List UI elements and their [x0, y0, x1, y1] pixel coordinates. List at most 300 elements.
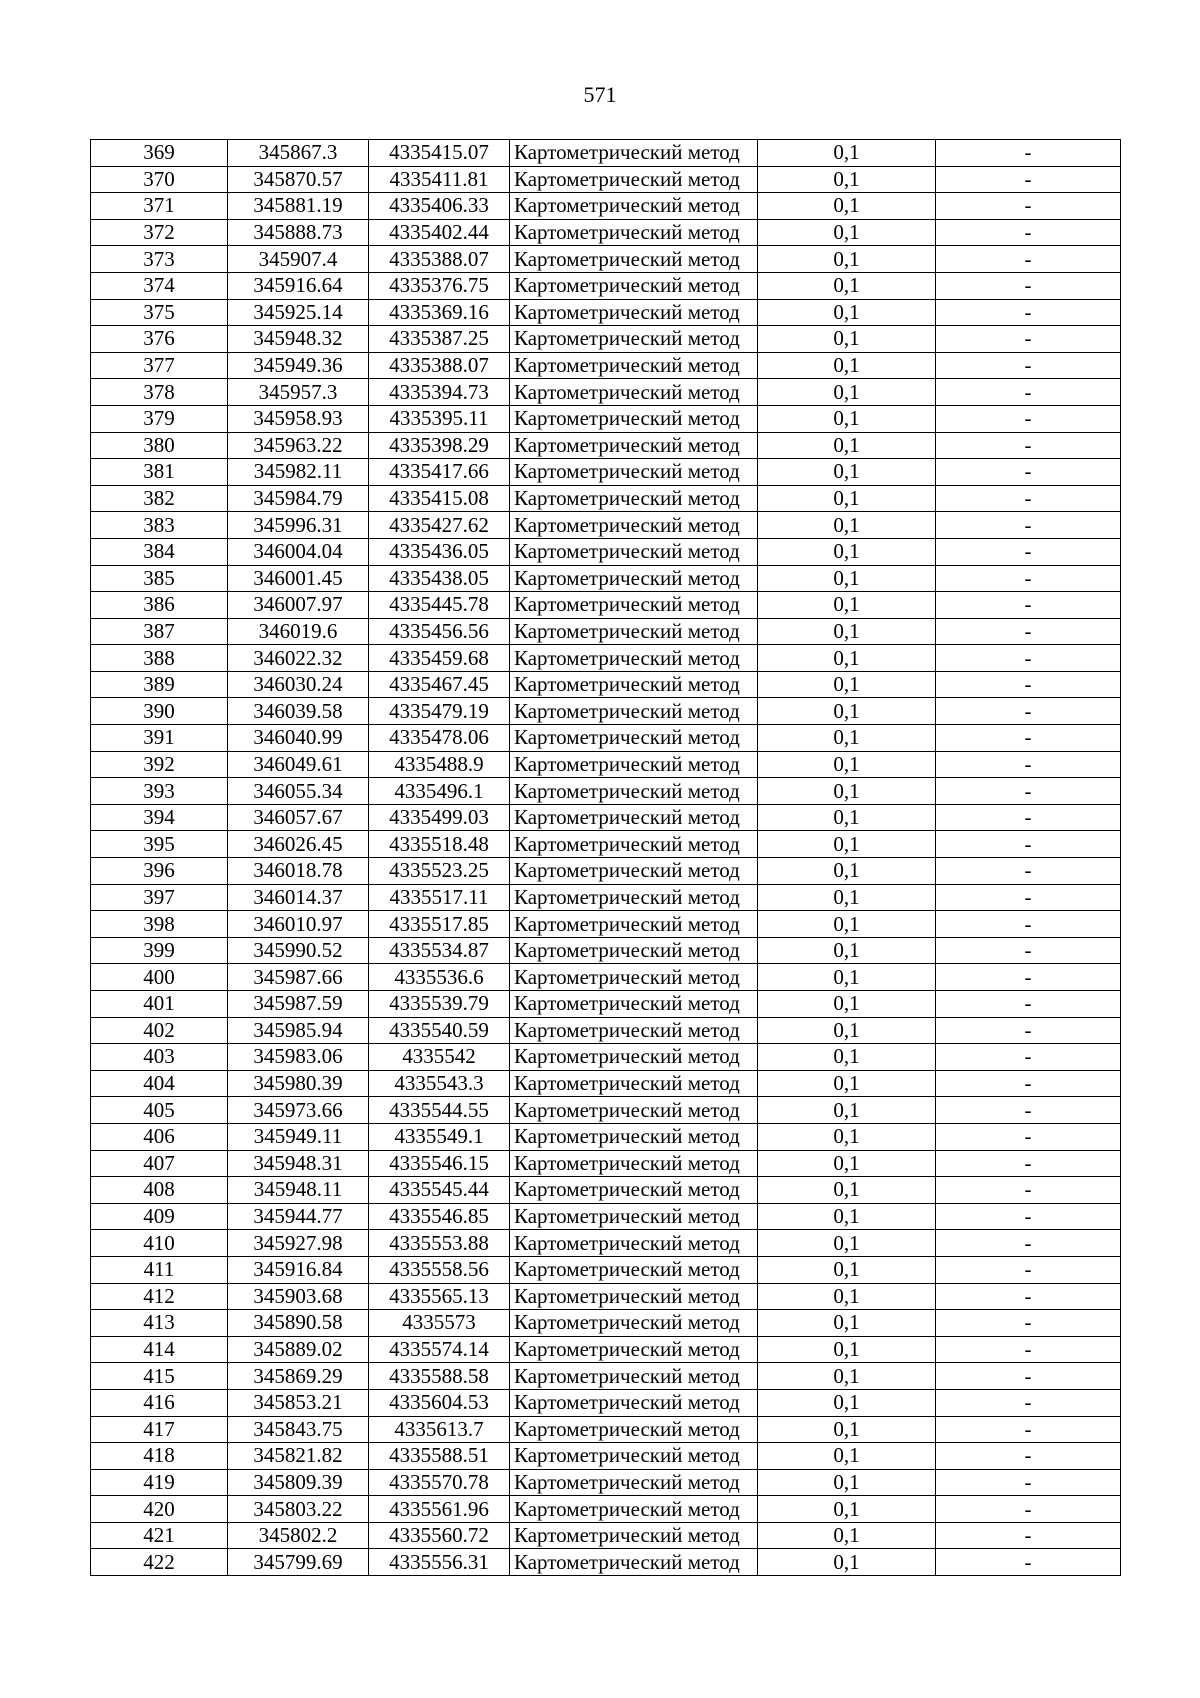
y-coordinate-cell: 4335415.07 [369, 140, 510, 167]
accuracy-cell: 0,1 [758, 1310, 936, 1337]
note-cell: - [936, 671, 1121, 698]
table-row [91, 1230, 1121, 1257]
x-coordinate-cell: 346001.45 [228, 565, 369, 592]
note-cell: - [936, 911, 1121, 938]
table-row [91, 831, 1121, 858]
point-number-cell: 409 [91, 1203, 228, 1230]
note-cell: - [936, 1389, 1121, 1416]
accuracy-cell: 0,1 [758, 1230, 936, 1257]
table-row [91, 1336, 1121, 1363]
method-cell: Картометрический метод [510, 512, 758, 539]
accuracy-cell: 0,1 [758, 432, 936, 459]
accuracy-cell: 0,1 [758, 1256, 936, 1283]
y-coordinate-cell: 4335417.66 [369, 459, 510, 486]
point-number-cell: 379 [91, 405, 228, 432]
x-coordinate-cell: 345958.93 [228, 405, 369, 432]
y-coordinate-cell: 4335398.29 [369, 432, 510, 459]
accuracy-cell: 0,1 [758, 592, 936, 619]
y-coordinate-cell: 4335523.25 [369, 858, 510, 885]
accuracy-cell: 0,1 [758, 272, 936, 299]
x-coordinate-cell: 345889.02 [228, 1336, 369, 1363]
y-coordinate-cell: 4335518.48 [369, 831, 510, 858]
point-number-cell: 377 [91, 352, 228, 379]
table-row [91, 432, 1121, 459]
method-cell: Картометрический метод [510, 1256, 758, 1283]
note-cell: - [936, 778, 1121, 805]
accuracy-cell: 0,1 [758, 698, 936, 725]
x-coordinate-cell: 345888.73 [228, 219, 369, 246]
y-coordinate-cell: 4335445.78 [369, 592, 510, 619]
table-row [91, 565, 1121, 592]
note-cell: - [936, 1256, 1121, 1283]
y-coordinate-cell: 4335394.73 [369, 379, 510, 406]
method-cell: Картометрический метод [510, 459, 758, 486]
y-coordinate-cell: 4335427.62 [369, 512, 510, 539]
x-coordinate-cell: 345980.39 [228, 1070, 369, 1097]
note-cell: - [936, 592, 1121, 619]
note-cell: - [936, 219, 1121, 246]
point-number-cell: 369 [91, 140, 228, 167]
method-cell: Картометрический метод [510, 140, 758, 167]
method-cell: Картометрический метод [510, 219, 758, 246]
method-cell: Картометрический метод [510, 1283, 758, 1310]
method-cell: Картометрический метод [510, 778, 758, 805]
point-number-cell: 382 [91, 485, 228, 512]
y-coordinate-cell: 4335613.7 [369, 1416, 510, 1443]
method-cell: Картометрический метод [510, 937, 758, 964]
x-coordinate-cell: 345983.06 [228, 1044, 369, 1071]
accuracy-cell: 0,1 [758, 379, 936, 406]
note-cell: - [936, 1549, 1121, 1576]
y-coordinate-cell: 4335388.07 [369, 352, 510, 379]
accuracy-cell: 0,1 [758, 1389, 936, 1416]
method-cell: Картометрический метод [510, 1443, 758, 1470]
x-coordinate-cell: 345907.4 [228, 246, 369, 273]
accuracy-cell: 0,1 [758, 326, 936, 353]
table-row [91, 751, 1121, 778]
point-number-cell: 405 [91, 1097, 228, 1124]
point-number-cell: 413 [91, 1310, 228, 1337]
method-cell: Картометрический метод [510, 964, 758, 991]
table-row [91, 1150, 1121, 1177]
x-coordinate-cell: 346004.04 [228, 538, 369, 565]
x-coordinate-cell: 346014.37 [228, 884, 369, 911]
x-coordinate-cell: 346057.67 [228, 804, 369, 831]
method-cell: Картометрический метод [510, 1070, 758, 1097]
table-row [91, 219, 1121, 246]
table-row [91, 1549, 1121, 1576]
note-cell: - [936, 1097, 1121, 1124]
y-coordinate-cell: 4335488.9 [369, 751, 510, 778]
accuracy-cell: 0,1 [758, 1469, 936, 1496]
table-row [91, 1469, 1121, 1496]
method-cell: Картометрический метод [510, 538, 758, 565]
y-coordinate-cell: 4335546.15 [369, 1150, 510, 1177]
x-coordinate-cell: 345949.11 [228, 1123, 369, 1150]
table-row [91, 1496, 1121, 1523]
table-row [91, 884, 1121, 911]
method-cell: Картометрический метод [510, 1177, 758, 1204]
accuracy-cell: 0,1 [758, 219, 936, 246]
point-number-cell: 380 [91, 432, 228, 459]
y-coordinate-cell: 4335395.11 [369, 405, 510, 432]
x-coordinate-cell: 345982.11 [228, 459, 369, 486]
x-coordinate-cell: 346018.78 [228, 858, 369, 885]
point-number-cell: 422 [91, 1549, 228, 1576]
method-cell: Картометрический метод [510, 911, 758, 938]
note-cell: - [936, 698, 1121, 725]
method-cell: Картометрический метод [510, 379, 758, 406]
table-row [91, 1097, 1121, 1124]
note-cell: - [936, 565, 1121, 592]
point-number-cell: 406 [91, 1123, 228, 1150]
note-cell: - [936, 405, 1121, 432]
point-number-cell: 395 [91, 831, 228, 858]
x-coordinate-cell: 346039.58 [228, 698, 369, 725]
point-number-cell: 394 [91, 804, 228, 831]
point-number-cell: 415 [91, 1363, 228, 1390]
accuracy-cell: 0,1 [758, 1070, 936, 1097]
note-cell: - [936, 1017, 1121, 1044]
table-row [91, 1203, 1121, 1230]
method-cell: Картометрический метод [510, 352, 758, 379]
point-number-cell: 411 [91, 1256, 228, 1283]
table-row [91, 1044, 1121, 1071]
table-row [91, 671, 1121, 698]
x-coordinate-cell: 345990.52 [228, 937, 369, 964]
note-cell: - [936, 379, 1121, 406]
table-row [91, 272, 1121, 299]
x-coordinate-cell: 345843.75 [228, 1416, 369, 1443]
accuracy-cell: 0,1 [758, 618, 936, 645]
note-cell: - [936, 140, 1121, 167]
y-coordinate-cell: 4335565.13 [369, 1283, 510, 1310]
accuracy-cell: 0,1 [758, 884, 936, 911]
note-cell: - [936, 1336, 1121, 1363]
point-number-cell: 404 [91, 1070, 228, 1097]
accuracy-cell: 0,1 [758, 911, 936, 938]
note-cell: - [936, 618, 1121, 645]
point-number-cell: 386 [91, 592, 228, 619]
note-cell: - [936, 725, 1121, 752]
table-row [91, 1389, 1121, 1416]
x-coordinate-cell: 345957.3 [228, 379, 369, 406]
point-number-cell: 412 [91, 1283, 228, 1310]
y-coordinate-cell: 4335542 [369, 1044, 510, 1071]
point-number-cell: 398 [91, 911, 228, 938]
x-coordinate-cell: 346055.34 [228, 778, 369, 805]
note-cell: - [936, 1416, 1121, 1443]
x-coordinate-cell: 345802.2 [228, 1522, 369, 1549]
y-coordinate-cell: 4335406.33 [369, 193, 510, 220]
note-cell: - [936, 884, 1121, 911]
table-row [91, 1070, 1121, 1097]
x-coordinate-cell: 345984.79 [228, 485, 369, 512]
table-row [91, 140, 1121, 167]
table-row [91, 1283, 1121, 1310]
x-coordinate-cell: 345870.57 [228, 166, 369, 193]
method-cell: Картометрический метод [510, 1549, 758, 1576]
point-number-cell: 392 [91, 751, 228, 778]
method-cell: Картометрический метод [510, 1469, 758, 1496]
table-row [91, 937, 1121, 964]
x-coordinate-cell: 346022.32 [228, 645, 369, 672]
note-cell: - [936, 751, 1121, 778]
x-coordinate-cell: 346026.45 [228, 831, 369, 858]
accuracy-cell: 0,1 [758, 512, 936, 539]
table-row [91, 1123, 1121, 1150]
method-cell: Картометрический метод [510, 1389, 758, 1416]
note-cell: - [936, 1283, 1121, 1310]
accuracy-cell: 0,1 [758, 778, 936, 805]
y-coordinate-cell: 4335456.56 [369, 618, 510, 645]
point-number-cell: 419 [91, 1469, 228, 1496]
note-cell: - [936, 299, 1121, 326]
y-coordinate-cell: 4335436.05 [369, 538, 510, 565]
accuracy-cell: 0,1 [758, 405, 936, 432]
x-coordinate-cell: 345799.69 [228, 1549, 369, 1576]
method-cell: Картометрический метод [510, 565, 758, 592]
method-cell: Картометрический метод [510, 1496, 758, 1523]
y-coordinate-cell: 4335479.19 [369, 698, 510, 725]
x-coordinate-cell: 345987.66 [228, 964, 369, 991]
method-cell: Картометрический метод [510, 1150, 758, 1177]
note-cell: - [936, 1044, 1121, 1071]
method-cell: Картометрический метод [510, 991, 758, 1018]
note-cell: - [936, 1310, 1121, 1337]
x-coordinate-cell: 345853.21 [228, 1389, 369, 1416]
y-coordinate-cell: 4335499.03 [369, 804, 510, 831]
x-coordinate-cell: 346007.97 [228, 592, 369, 619]
coordinates-table [90, 139, 1121, 1576]
x-coordinate-cell: 346040.99 [228, 725, 369, 752]
accuracy-cell: 0,1 [758, 831, 936, 858]
table-row [91, 964, 1121, 991]
table-row [91, 246, 1121, 273]
table-row [91, 698, 1121, 725]
y-coordinate-cell: 4335588.51 [369, 1443, 510, 1470]
point-number-cell: 400 [91, 964, 228, 991]
accuracy-cell: 0,1 [758, 459, 936, 486]
method-cell: Картометрический метод [510, 272, 758, 299]
accuracy-cell: 0,1 [758, 166, 936, 193]
point-number-cell: 403 [91, 1044, 228, 1071]
note-cell: - [936, 1070, 1121, 1097]
note-cell: - [936, 512, 1121, 539]
method-cell: Картометрический метод [510, 1044, 758, 1071]
method-cell: Картометрический метод [510, 1203, 758, 1230]
method-cell: Картометрический метод [510, 1416, 758, 1443]
table-row [91, 778, 1121, 805]
table-row [91, 618, 1121, 645]
x-coordinate-cell: 345916.84 [228, 1256, 369, 1283]
method-cell: Картометрический метод [510, 618, 758, 645]
note-cell: - [936, 459, 1121, 486]
table-row [91, 538, 1121, 565]
accuracy-cell: 0,1 [758, 299, 936, 326]
y-coordinate-cell: 4335376.75 [369, 272, 510, 299]
note-cell: - [936, 166, 1121, 193]
method-cell: Картометрический метод [510, 725, 758, 752]
x-coordinate-cell: 345927.98 [228, 1230, 369, 1257]
accuracy-cell: 0,1 [758, 645, 936, 672]
y-coordinate-cell: 4335540.59 [369, 1017, 510, 1044]
x-coordinate-cell: 345916.64 [228, 272, 369, 299]
note-cell: - [936, 964, 1121, 991]
method-cell: Картометрический метод [510, 858, 758, 885]
point-number-cell: 374 [91, 272, 228, 299]
y-coordinate-cell: 4335478.06 [369, 725, 510, 752]
point-number-cell: 373 [91, 246, 228, 273]
page-number: 571 [583, 82, 617, 107]
method-cell: Картометрический метод [510, 831, 758, 858]
point-number-cell: 372 [91, 219, 228, 246]
x-coordinate-cell: 346019.6 [228, 618, 369, 645]
table-row [91, 1310, 1121, 1337]
method-cell: Картометрический метод [510, 1230, 758, 1257]
accuracy-cell: 0,1 [758, 1044, 936, 1071]
y-coordinate-cell: 4335388.07 [369, 246, 510, 273]
method-cell: Картометрический метод [510, 884, 758, 911]
point-number-cell: 376 [91, 326, 228, 353]
note-cell: - [936, 1443, 1121, 1470]
point-number-cell: 402 [91, 1017, 228, 1044]
accuracy-cell: 0,1 [758, 538, 936, 565]
x-coordinate-cell: 345949.36 [228, 352, 369, 379]
accuracy-cell: 0,1 [758, 1496, 936, 1523]
y-coordinate-cell: 4335604.53 [369, 1389, 510, 1416]
x-coordinate-cell: 345881.19 [228, 193, 369, 220]
point-number-cell: 407 [91, 1150, 228, 1177]
accuracy-cell: 0,1 [758, 1416, 936, 1443]
method-cell: Картометрический метод [510, 698, 758, 725]
point-number-cell: 391 [91, 725, 228, 752]
accuracy-cell: 0,1 [758, 193, 936, 220]
note-cell: - [936, 538, 1121, 565]
point-number-cell: 416 [91, 1389, 228, 1416]
point-number-cell: 375 [91, 299, 228, 326]
point-number-cell: 389 [91, 671, 228, 698]
point-number-cell: 381 [91, 459, 228, 486]
y-coordinate-cell: 4335544.55 [369, 1097, 510, 1124]
table-row [91, 166, 1121, 193]
accuracy-cell: 0,1 [758, 1123, 936, 1150]
method-cell: Картометрический метод [510, 1097, 758, 1124]
note-cell: - [936, 272, 1121, 299]
note-cell: - [936, 1496, 1121, 1523]
method-cell: Картометрический метод [510, 193, 758, 220]
point-number-cell: 393 [91, 778, 228, 805]
point-number-cell: 399 [91, 937, 228, 964]
method-cell: Картометрический метод [510, 1522, 758, 1549]
table-row [91, 858, 1121, 885]
table-row [91, 379, 1121, 406]
x-coordinate-cell: 345987.59 [228, 991, 369, 1018]
y-coordinate-cell: 4335561.96 [369, 1496, 510, 1523]
method-cell: Картометрический метод [510, 1123, 758, 1150]
accuracy-cell: 0,1 [758, 1522, 936, 1549]
accuracy-cell: 0,1 [758, 751, 936, 778]
y-coordinate-cell: 4335560.72 [369, 1522, 510, 1549]
method-cell: Картометрический метод [510, 804, 758, 831]
x-coordinate-cell: 346010.97 [228, 911, 369, 938]
table-row [91, 645, 1121, 672]
y-coordinate-cell: 4335415.08 [369, 485, 510, 512]
method-cell: Картометрический метод [510, 246, 758, 273]
note-cell: - [936, 831, 1121, 858]
y-coordinate-cell: 4335411.81 [369, 166, 510, 193]
point-number-cell: 401 [91, 991, 228, 1018]
method-cell: Картометрический метод [510, 166, 758, 193]
method-cell: Картометрический метод [510, 485, 758, 512]
point-number-cell: 420 [91, 1496, 228, 1523]
accuracy-cell: 0,1 [758, 246, 936, 273]
point-number-cell: 385 [91, 565, 228, 592]
y-coordinate-cell: 4335543.3 [369, 1070, 510, 1097]
accuracy-cell: 0,1 [758, 1443, 936, 1470]
point-number-cell: 417 [91, 1416, 228, 1443]
x-coordinate-cell: 345869.29 [228, 1363, 369, 1390]
table-row [91, 299, 1121, 326]
y-coordinate-cell: 4335496.1 [369, 778, 510, 805]
accuracy-cell: 0,1 [758, 1150, 936, 1177]
table-row [91, 1522, 1121, 1549]
y-coordinate-cell: 4335553.88 [369, 1230, 510, 1257]
note-cell: - [936, 804, 1121, 831]
table-row [91, 485, 1121, 512]
y-coordinate-cell: 4335545.44 [369, 1177, 510, 1204]
table-row [91, 352, 1121, 379]
accuracy-cell: 0,1 [758, 937, 936, 964]
method-cell: Картометрический метод [510, 671, 758, 698]
method-cell: Картометрический метод [510, 299, 758, 326]
table-row [91, 193, 1121, 220]
note-cell: - [936, 432, 1121, 459]
table-row [91, 1443, 1121, 1470]
point-number-cell: 387 [91, 618, 228, 645]
x-coordinate-cell: 345925.14 [228, 299, 369, 326]
accuracy-cell: 0,1 [758, 725, 936, 752]
note-cell: - [936, 991, 1121, 1018]
method-cell: Картометрический метод [510, 405, 758, 432]
note-cell: - [936, 1469, 1121, 1496]
accuracy-cell: 0,1 [758, 1203, 936, 1230]
y-coordinate-cell: 4335539.79 [369, 991, 510, 1018]
y-coordinate-cell: 4335438.05 [369, 565, 510, 592]
note-cell: - [936, 1177, 1121, 1204]
table-row [91, 405, 1121, 432]
accuracy-cell: 0,1 [758, 964, 936, 991]
note-cell: - [936, 352, 1121, 379]
point-number-cell: 397 [91, 884, 228, 911]
method-cell: Картометрический метод [510, 1017, 758, 1044]
x-coordinate-cell: 346049.61 [228, 751, 369, 778]
point-number-cell: 370 [91, 166, 228, 193]
accuracy-cell: 0,1 [758, 1177, 936, 1204]
note-cell: - [936, 246, 1121, 273]
x-coordinate-cell: 345867.3 [228, 140, 369, 167]
accuracy-cell: 0,1 [758, 485, 936, 512]
point-number-cell: 383 [91, 512, 228, 539]
x-coordinate-cell: 345948.32 [228, 326, 369, 353]
accuracy-cell: 0,1 [758, 1363, 936, 1390]
table-row [91, 592, 1121, 619]
accuracy-cell: 0,1 [758, 565, 936, 592]
y-coordinate-cell: 4335573 [369, 1310, 510, 1337]
x-coordinate-cell: 345973.66 [228, 1097, 369, 1124]
point-number-cell: 390 [91, 698, 228, 725]
note-cell: - [936, 1522, 1121, 1549]
